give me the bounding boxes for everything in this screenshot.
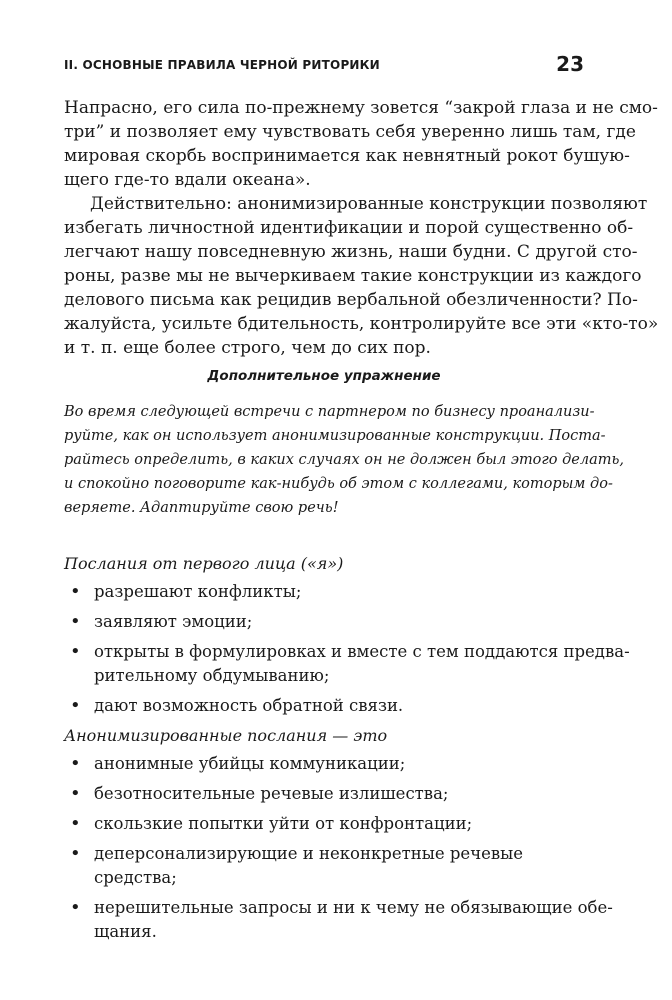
exercise-line: и спокойно поговорите как-нибудь об этом с коллегами, которым до-: [64, 476, 613, 492]
running-head: II. ОСНОВНЫЕ ПРАВИЛА ЧЕРНОЙ РИТОРИКИ: [64, 58, 380, 72]
paragraph-line: щего где-то вдали океана».: [64, 170, 311, 190]
paragraph-line: Напрасно, его сила по-прежнему зовется “закрой глаза и не смо-: [64, 98, 658, 118]
list-heading-anonymized: Анонимизированные послания — это: [64, 726, 388, 745]
list-item: • дают возможность обратной связи.: [64, 694, 584, 718]
bullet-list-anonymized: [64, 752, 613, 950]
list-heading-first-person: Послания от первого лица («я»): [64, 554, 344, 573]
paragraph-line: и т. п. еще более строго, чем до сих пор.: [64, 338, 431, 358]
exercise-line: райтесь определить, в каких случаях он не должен был этого делать,: [64, 452, 624, 468]
paragraph-line: роны, разве мы не вычеркиваем такие конструкции из каждого: [64, 266, 642, 286]
list-item: • деперсонализирующие и неконкретные речевые средства;: [64, 842, 584, 890]
list-item: • открыты в формулировках и вместе с тем поддаются предва- рительному обдумыванию;: [64, 640, 584, 688]
exercise-line: Во время следующей встречи с партнером по бизнесу проанализи-: [64, 404, 595, 420]
paragraph-line: Действительно: анонимизированные конструкции позволяют: [90, 194, 648, 214]
paragraph-1: [64, 96, 658, 192]
list-item: • заявляют эмоции;: [64, 610, 584, 634]
list-item: • разрешают конфликты;: [64, 580, 584, 604]
bullet-list-first-person: [64, 580, 630, 724]
list-item: • скользкие попытки уйти от конфронтации;: [64, 812, 584, 836]
exercise-title: Дополнительное упражнение: [207, 368, 441, 384]
exercise-line: руйте, как он использует анонимизированные конструкции. Поста-: [64, 428, 606, 444]
paragraph-line: делового письма как рецидив вербальной обезличенности? По-: [64, 290, 638, 310]
list-item: • анонимные убийцы коммуникации;: [64, 752, 584, 776]
exercise-line: веряете. Адаптируйте свою речь!: [64, 500, 339, 516]
paragraph-line: избегать личностной идентификации и порой существенно об-: [64, 218, 634, 238]
list-item: • нерешительные запросы и ни к чему не обязывающие обе- щания.: [64, 896, 584, 944]
paragraph-2: [64, 192, 659, 360]
list-item: • безотносительные речевые излишества;: [64, 782, 584, 806]
exercise-body: [64, 400, 624, 520]
paragraph-line: мировая скорбь воспринимается как невнятный рокот бушую-: [64, 146, 630, 166]
page-number: 23: [556, 52, 584, 76]
paragraph-line: легчают нашу повседневную жизнь, наши будни. С другой сто-: [64, 242, 638, 262]
paragraph-line: жалуйста, усильте бдительность, контролируйте все эти «кто-то»: [64, 314, 659, 334]
paragraph-line: три” и позволяет ему чувствовать себя уверенно лишь там, где: [64, 122, 636, 142]
